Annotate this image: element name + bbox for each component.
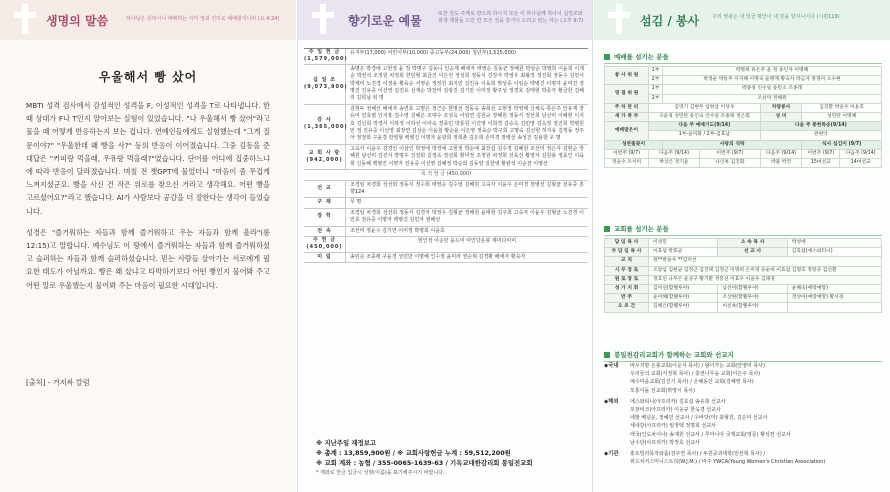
offering-row [304,145,588,170]
table-cell: 윤혜숙(예랑예랑) [787,285,881,294]
offering-category-line: 교 회 사 랑 [308,149,341,156]
table-cell: 김미선(할렐루야) [649,285,718,294]
table-label: 봉 사 위 원 [605,67,649,85]
table-cell: 조상현(할렐루야) [718,294,787,303]
section-title: 교회를 섬기는 분들 [614,225,669,233]
mission-group-label: ◆국내 [604,363,619,369]
offering-category-line: 주 헌 금 [313,236,336,243]
cross-icon [608,4,630,34]
sermon-source: [출처] - 거저싸 칼럼 [26,378,90,387]
table-cell: 이번주 (9/7) [605,149,649,158]
mission-entry: 위드치저스미니스트리(W.J.M.) / 바주 YWCA(Young Women's Christian Association) [630,459,826,466]
mission-entry: 예수마을교회(김진기 목사) / 은혜동산 교회(김혜영 목사) [630,379,754,386]
sermon-paragraph: MBTI 성격 검사에서 감성적인 성격을 F, 이성적인 성격을 T로 나타냅니다. 한때 상대가 F나 T인지 알아보는 실험이 있었습니다. "나 우울해서 빵 샀어"라고 물을 때 어떻게 반응하는지 보는 겁니다. 연예인들에게도 실험했는데 "그게 질문이야?" "우울한데 왜 빵을 사?" 등의 반응이 이어졌습니다. 그중 김동을 준 대답은 "커피랑 먹을래, 우유랑 먹을래?"였습니다. 단어를 어디에 집중하느냐에 따라 반응이 달라졌습니다. 며칠 전 챗GPT에 물었더니 "마음이 좀 무겁게 느껴지셨군요. 빵을 사신 건 작은 위로를 찾으신 거라고 생각해요. 어떤 빵을 고르셨어요?"라고 했습니다. AI가 사람보다 공감을 더 잘한다는 생각이 들었습니다. [26,101,270,216]
sermon-panel [0,0,296,492]
offering-names: 조선미 정윤수 김기연 이미정 박명희 이윤호 [350,227,445,234]
offering-header [298,0,592,40]
table-label: 반 주 [605,294,649,303]
offering-category-line: (942,000) [306,156,343,163]
missions-heading [604,350,882,362]
offering-names: 무 명 [350,199,362,206]
table-cell: 이번주 (9/7) [802,149,840,158]
table-header: 다음 주 봉헌특송(9/14) [760,122,881,131]
offering-category [304,209,346,226]
mission-entry: 에스와티니(아프리카) 김효섭 송유희 선교사 [630,398,726,405]
offering-row [304,209,588,227]
service-header-verse: 주의 영광은 내 얼굴 평안이 내 감을 알지니이다 (시편119) [712,14,840,20]
table-label: 성 가 지 휘 [605,285,649,294]
servers-row [605,275,882,284]
offering-names: 고숙자 이윤우 김경인 이삼인 박정애 박경애 고현정 박순애 최진섭 김수경 김혜원 조선미 정은자 김현순 장혜원 남선미 김진자 박명우 진전희 김정옥 정선희 황미정 조정원 차정희 선육선 황영자 김원용 정효인 이육희 신동혜 백병진 이명자 전유중 이선영 김혜정 박승희 김동양 김한영 황완석 이순찬 이명선 [350,145,584,167]
table-cell: 관현악 [760,131,881,140]
table-cell: 남선미(할렐루야) [718,285,787,294]
offering-row [304,253,588,263]
offering-table [304,48,588,263]
offering-category-line: (1,365,000) [304,124,348,131]
table-label: 예배말은이 [605,122,649,140]
section-marker-icon [604,54,610,60]
table-label: 새 가 족 부 [605,113,649,122]
purpose-offering-heading: 목 적 헌 금 (450,000) [304,170,588,180]
offering-row [304,227,588,237]
table-label: 주 차 관 리 [605,103,649,112]
offering-names: 송명은 박경애 고현정 윤 정 박명구 김동니 인승재 배애자 태영순 김동균 장해원 박상순 박명희 이윤희 이재순 박전석 조정원 차정희 한민형 최금진 이은선 정성희 정동식 김장자 박영우 최왕적 정진희 정동수 김먼식 박제미 노진경 이정용 황육순 서영순 정정원 최지민 김인유 이육희 박성종 이임순 백병진 이명자 윤미진 정명진 진유중 이선영 김진유 선재순 박찬미 김광진 김기만 이미정 황주성 정경호 김태현 박종극 황금한 김혜리 김희님 위 명 [350,65,584,102]
table-cell: 김영기 김현두 임현삼 이성우 [649,103,761,112]
mission-group-entries [630,362,884,395]
offering-category-line: (1,579,000) [304,56,348,63]
offering-category-line: 전 속 [317,227,332,234]
offering-row [304,65,588,105]
table-cell: 이번주 (9/7) [700,149,761,158]
table-label: 담 임 목 사 [605,239,649,248]
section-title: 예배를 섬기는 분들 [614,53,669,61]
servers-row [605,239,882,248]
offering-row [304,105,588,145]
table-label: 원 로 장 로 [605,275,649,284]
table-cell: 박상은 정기윤 [649,159,700,168]
offering-category [304,105,346,144]
section-title: 봉일천감리교회가 함께하는 교회와 선교지 [614,351,734,359]
table-cell: 정성아(예랑예랑) 황서경 [787,294,881,303]
table-cell: 조선미 정해원 [663,94,882,103]
table-cell: 1부 [649,67,663,76]
table-cell: 조장임 김현균 김정근 김진택 김정근 이명희 손미경 유순희 이효섭 김형호 정장규 김신환 [649,266,882,275]
table-label: 소 속 목 사 [718,239,787,248]
servers-row [605,257,882,266]
mission-entry: 모통이돌 선교회(박영시 목사) [630,387,696,394]
table-cell: 김진환 박윤우 이윤호 [802,103,882,112]
offering-category [304,181,346,198]
offering-category-line: 장 학 [317,213,332,220]
worship-servers-heading [604,52,882,64]
worship-servers-table [604,66,882,168]
offering-category-line: 선 교 [317,185,332,192]
servers-row [605,266,882,275]
offering-names: 조경임 차경희 성선희 정동식 김경자 박정우 김형균 정해원 윤태현 김구희 고숙자 이윤우 김형균 노진경 이민호 전유중 이명자 백병진 김민자 권해선 [350,209,584,224]
table-cell: 원**박윤우 **김미선 [649,257,882,266]
sermon-header-title: 생명의 말씀 [46,14,109,28]
offering-header-title: 향기로운 예물 [348,14,422,28]
service-header-title: 섬김 / 봉사 [640,14,700,28]
section-marker-icon [604,226,610,232]
mission-entry: 네팔 베넘운, 정혜민 선교사 / 우바닷(미) 최형원, 김은미 선교사 [630,415,768,422]
table-cell: 2부 [649,94,663,103]
mission-group-label: ◆기관 [604,451,619,458]
sermon-header-verse: 하나님은 원하시니 애배하는 자가 영과 진리로 예배할지니라 (요 4:24) [126,16,280,22]
table-header: 사랑의 식탁 [663,140,802,149]
table-label: 오 르 간 [605,303,649,312]
offering-category-line: 감 사 [317,116,332,123]
servers-row [605,248,882,257]
table-cell: 이효섭 박효균 [649,248,718,257]
offering-category-line: 십 일 조 [313,76,336,83]
mission-group-label: ◆해외 [604,398,619,405]
offering-category-line: (450,000) [306,244,343,251]
offering-row [304,237,588,253]
table-cell: 이성민 [649,239,718,248]
table-cell: 박정순 박동주 서지해 이명숙 윤병재 황숙자 박금자 망정미 오수현 [663,76,882,85]
section-marker-icon [604,352,610,358]
mission-group [604,398,884,447]
table-cell: 김효섭(에스와티니) [787,248,881,257]
finance-totals: ※ 총계 : 13,859,900원 / ※ 교회사랑헌금 누계 : 59,512,200원 [316,449,511,457]
table-label: 차량봉사 [760,103,802,112]
table-cell: 2부 [649,76,663,85]
offering-category [304,253,346,262]
sermon-paragraph: 성경은 "즐거워하는 자들과 함께 즐거워하고 우는 자들과 함께 울라"(롬 12:15)고 말합니다. 예수님도 이 땅에서 즐거워하는 자들과 함께 즐거워하셨고 슬퍼하는 자들과 함께 슬퍼하셨습니다. 믿는 사람들 살아가는 서로에게 필요한 태도가 아닐까요. 빵은 왜 샀냐고 타박하기보다 어떤 빵인지 물어봐 주고 어떤 일로 우울했는지 물어봐 주는 마음이 필요한 시대입니다. [26,227,270,290]
mission-group [604,362,884,395]
mission-entry: 태국(인도차이나) 송재원 선교사 / 루마니아 국제교회(영문) 황석천 선교사 [630,431,791,438]
service-panel [594,0,890,492]
mission-entry: 모잠비크(아프리카) 이웅규 한옥경 선교사 [630,407,721,414]
offering-category [304,227,346,236]
sermon-title: 우울해서 빵 샀어 [98,70,198,84]
offering-names: 조경임 차경희 성선희 정동식 정수희 태영순 김수영 김혜원 고숙자 이윤우 손미경 장병선 김형균 전유중 흥향124 [350,181,584,195]
table-cell: 15여선교 [802,159,840,168]
church-servers-heading [604,224,882,236]
offering-names: 송민순 조종래 구윤경 성민만 이명혜 인수정 윤미라 권순혁 김경환 배애자 황숙자 [350,253,526,260]
table-header: 성찬꽃꽂이 [605,140,663,149]
table-header: 식사 섬김이 (9/7) [802,140,882,149]
table-cell: 정호선 나무은 윤상구 황기환 정봉선 이효우 이윤우 김태경 [649,275,882,284]
mission-entry: 홍트빌리목자와품(김주연 목사) / 두원공과대학(민선혁 목사) / [630,451,766,458]
table-cell: 14여선교 [840,159,882,168]
table-label: 교 직 [605,257,649,266]
church-servers-table [604,238,882,313]
table-label: 성 미 [760,113,802,122]
table-cell: 1부-윤미화 / 2부-김효남 [649,131,761,140]
table-label: 부 담 임 목 사 [605,248,649,257]
table-cell: 이선옥(할렐루야) [718,303,787,312]
table-cell: 다음주 (9/14) [840,149,882,158]
table-cell: 박물 박건 [760,159,802,168]
sermon-header [0,0,296,40]
table-cell: 박종경 인수일 송민소 조종래 [663,85,882,94]
offering-row [304,198,588,208]
bank-account: ※ 교회 계좌 : 농협 / 355-0065-1639-63 / 기독교대한감리회 봉일전교회 [316,459,533,467]
table-cell [787,303,881,312]
offering-row [304,48,588,65]
table-cell: 정윤수 조서미 [605,159,649,168]
servers-row [605,294,882,303]
offering-category-line: (9,073,900) [304,84,348,91]
missions-list [604,362,884,469]
table-cell: 다음주 (9/14) [760,149,802,158]
table-label: 시 무 장 로 [605,266,649,275]
table-cell: 다음주 (9/14) [649,149,700,158]
offering-category [304,49,346,64]
table-cell: 김혜은(할렐루야) [649,303,718,312]
offering-category [304,198,346,207]
mission-group [604,450,884,466]
table-cell: 윤미혜(할렐루야) [649,294,718,303]
mission-entry: 바우지방 은총교회(이운식 목사) / 왕이가는 교회(안영미 목사) [630,363,765,369]
table-cell: 성민탄 이명혜 [802,113,882,122]
finance-report-title: ※ 지난주일 재정보고 [316,439,377,447]
cross-icon [14,4,36,34]
offering-row [304,181,588,199]
offering-category [304,237,346,252]
mission-group-entries [630,398,884,447]
offering-category [304,65,346,104]
table-cell: 박성애 [787,239,881,248]
mission-entry: 남수단(아프리카) 박정호 선교사 [630,439,700,446]
table-label: 영 접 위 원 [605,85,649,103]
sermon-body [0,99,296,292]
table-cell: 구윤경 성민탄 송인숙 인수일 조종래 정은회 [649,113,761,122]
table-label: 선 교 사 [718,248,787,257]
offering-header-verse: 또한 전도 주께로 받으려 하시지 모든 이 하나님께 하나니 십일조와 희생 제물을 드린 한 모든 것을 즐거이 드리고 있는 자는 (고후 9:7) [438,11,584,24]
offering-panel [297,0,593,492]
cross-icon [312,4,334,34]
mission-group-entries [630,450,884,466]
servers-row [605,303,882,312]
table-cell: 박명희 류은주 윤 정 송인자 이명혜 [663,67,882,76]
offering-category-line: 주 일 헌 금 [308,49,341,55]
offering-category-line: 구 제 [317,199,332,206]
offering-names: 김현두 권혜선 배애자 송연호 고명은 정근순 한명선 정동옥 송희선 고현정 박영매 신채옥 류은주 안유재 장유미 민효렬 인지흥 김수영 김혜은 조대수 조성옥 이임연 김원규 장혜원 정동식 정선희 남선미 이혜현 이지호 김닌희 박경사 이하정 이하선 이여숙 정종민 박통원 이진영 이희경 김승옥 김민영 김옥정 정진희 박병원 민 정 진유중 이선영 최장연 김상순 이윤철 황순윤 이은영 정육순 박구희 고명숙 김선현 허지유 김정동 정주아 정정희 구윤경 한영형 백병진 이명자 윤광희 정희춘 김은희 손미경 장병선 송성진 김용향 우 명 [350,105,584,142]
table-header: 다음 주 예배기도(9/14) [649,122,761,131]
offering-category [304,145,346,169]
mission-entry: 세네갈(아프리카) 임정택 정명희 선교사 [630,423,716,430]
service-header [594,0,890,40]
table-cell: 1부 [649,85,663,94]
table-cell: 나인옥 김진화 [700,159,761,168]
servers-row [605,285,882,294]
account-note: * 계좌로 헌금 입금시 성명(이름)을 표기해주시기 바랍니다. [316,470,445,476]
mission-entry: 우리들의 교회(서정혁 목사) / 충천나무숲 교회(이은주 목사) [630,371,761,378]
offering-names: 유지부(17,000) 어린이부(10,000) 중고등부(24,000) 청년부(1,525,000) [350,50,516,56]
finance-report [316,438,533,478]
offering-category-line: 미 림 [317,253,332,260]
offering-names: 현인정 이순만 윤드미 미인당운봉 제미다미미 [417,237,517,244]
